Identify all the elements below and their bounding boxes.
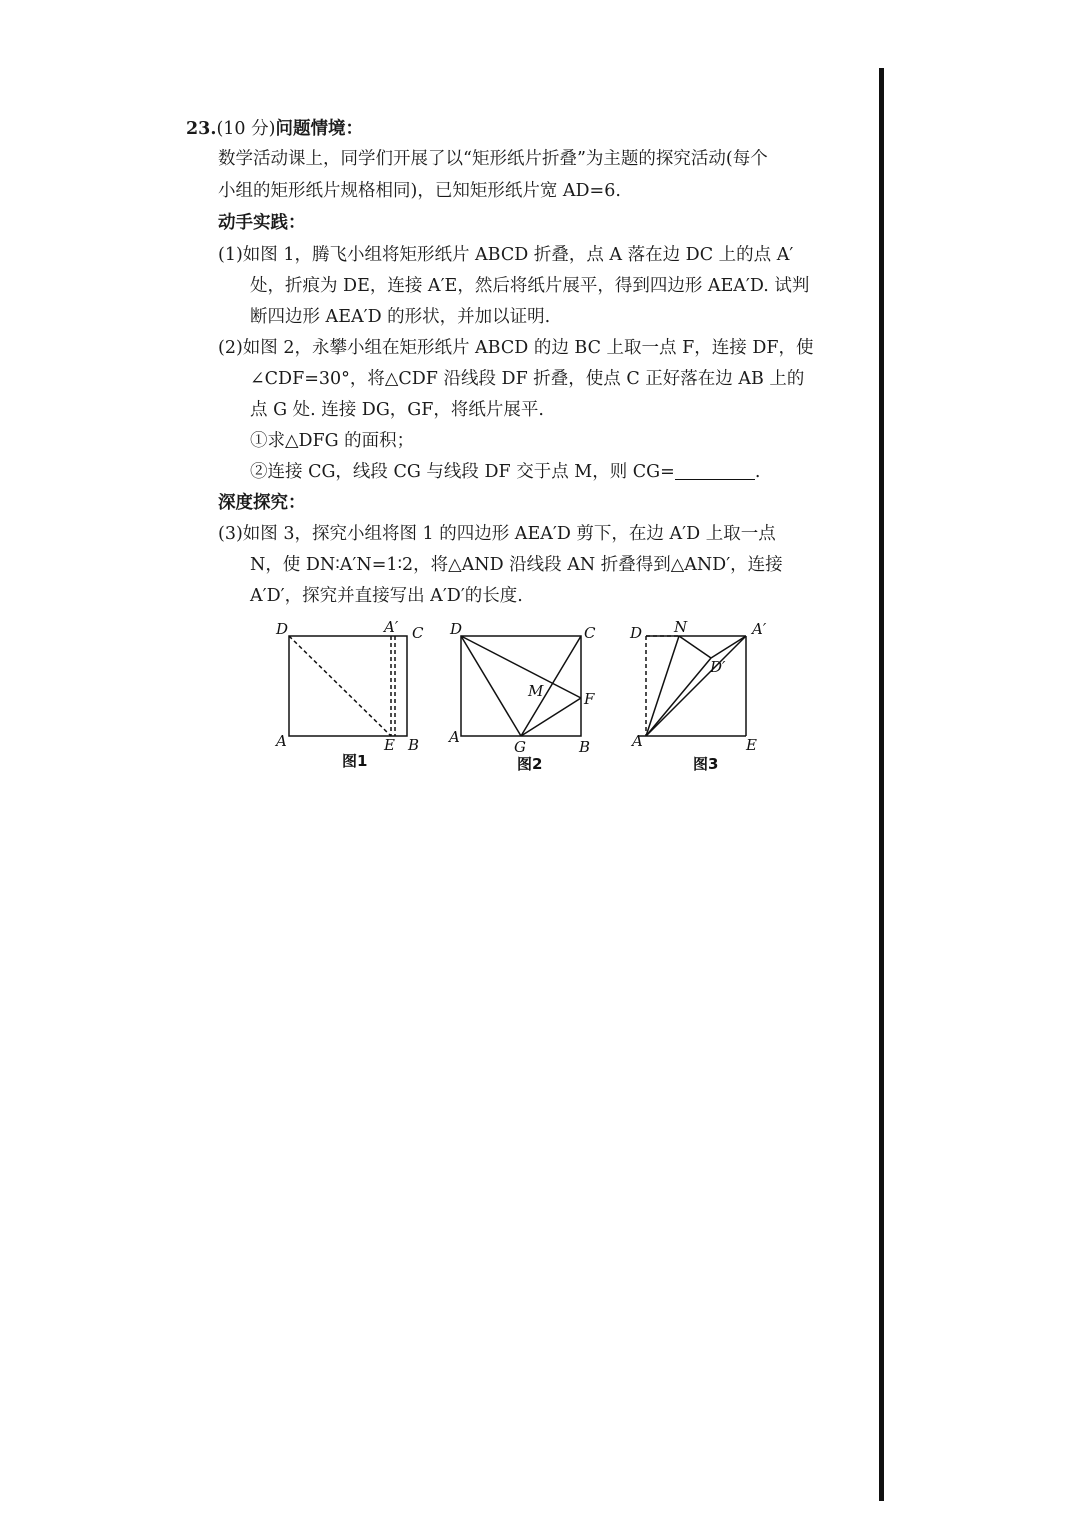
question-heading: 问题情境： (275, 119, 363, 139)
fig2-label-A: A (449, 728, 460, 746)
figure-1 (289, 636, 407, 736)
fig2-label-M: M (528, 682, 544, 700)
fig1-label-D: D (276, 620, 289, 638)
question-number: 23. (186, 119, 217, 139)
fig3-segment-AN (646, 636, 679, 736)
part3-line-2: N，使 DN∶A′N=1∶2，将△AND 沿线段 AN 折叠得到△AND′，连接 (250, 555, 783, 575)
fig1-label-A: A (276, 732, 287, 750)
part1-line-1: (1)如图 1，腾飞小组将矩形纸片 ABCD 折叠，点 A 落在边 DC 上的点 A′ (218, 245, 794, 265)
fig3-segment-ND-prime (679, 636, 711, 658)
fig2-label-C: C (584, 624, 596, 642)
margin-rule (879, 68, 884, 1501)
fig2-segment-GF (521, 698, 581, 736)
figures (270, 612, 790, 780)
fig1-label-C: C (412, 624, 424, 642)
part1-line-2: 处，折痕为 DE，连接 A′E，然后将纸片展平，得到四边形 AEA′D. 试判 (250, 276, 810, 296)
fig3-segment-A-prime-D-prime (711, 636, 746, 658)
fig1-caption: 图1 (342, 752, 368, 770)
fig2-caption: 图2 (517, 755, 543, 773)
part2-line-1: (2)如图 2，永攀小组在矩形纸片 ABCD 的边 BC 上取一点 F，连接 DF，使 (218, 338, 814, 358)
fig3-label-D-prime: D′ (710, 658, 726, 676)
fig3-label-A: A (632, 732, 643, 750)
figure-2 (461, 636, 581, 736)
fig2-label-F: F (584, 690, 595, 708)
intro-line-1: 数学活动课上，同学们开展了以“矩形纸片折叠”为主题的探究活动(每个 (218, 149, 768, 169)
section-depth: 深度探究： (218, 493, 306, 513)
fig2-label-D: D (450, 620, 463, 638)
part2-line-3: 点 G 处. 连接 DG，GF，将纸片展平. (250, 400, 544, 420)
question-score: (10 分) (216, 119, 276, 139)
fig3-segment-AA-prime (646, 636, 746, 736)
fig1-label-A-prime: A′ (384, 618, 399, 636)
fig1-label-E: E (384, 736, 395, 754)
fig2-label-G: G (514, 738, 526, 756)
fig3-caption: 图3 (693, 755, 719, 773)
fig3-label-E: E (746, 736, 757, 754)
fig1-rectangle (289, 636, 407, 736)
figure-3 (638, 636, 746, 736)
part3-line-1: (3)如图 3，探究小组将图 1 的四边形 AEA′D 剪下，在边 A′D 上取一点 (218, 524, 776, 544)
fig3-label-D: D (630, 624, 643, 642)
intro-line-2: 小组的矩形纸片规格相同)，已知矩形纸片宽 AD=6. (218, 181, 621, 201)
fig3-label-N: N (674, 618, 688, 636)
part3-line-3: A′D′，探究并直接写出 A′D′的长度. (250, 586, 523, 606)
part2-line-2: ∠CDF=30°，将△CDF 沿线段 DF 折叠，使点 C 正好落在边 AB 上的 (250, 369, 805, 389)
fig3-segment-AD-prime (646, 658, 711, 736)
answer-blank[interactable] (675, 461, 755, 480)
fig1-label-B: B (408, 736, 420, 754)
figures-svg (270, 612, 790, 780)
fig1-crease-DE (289, 636, 391, 736)
part1-line-3: 断四边形 AEA′D 的形状，并加以证明. (250, 307, 551, 327)
fig2-label-B: B (579, 738, 591, 756)
part2-question-2: ②连接 CG，线段 CG 与线段 DF 交于点 M，则 CG= . (250, 462, 761, 482)
question-header (186, 116, 363, 142)
section-practice: 动手实践： (218, 213, 306, 233)
fig3-label-A-prime: A′ (752, 620, 767, 638)
part2-question-2-text: ②连接 CG，线段 CG 与线段 DF 交于点 M，则 CG= (250, 462, 675, 482)
fig2-rectangle (461, 636, 581, 736)
part2-question-1: ①求△DFG 的面积； (250, 431, 415, 451)
